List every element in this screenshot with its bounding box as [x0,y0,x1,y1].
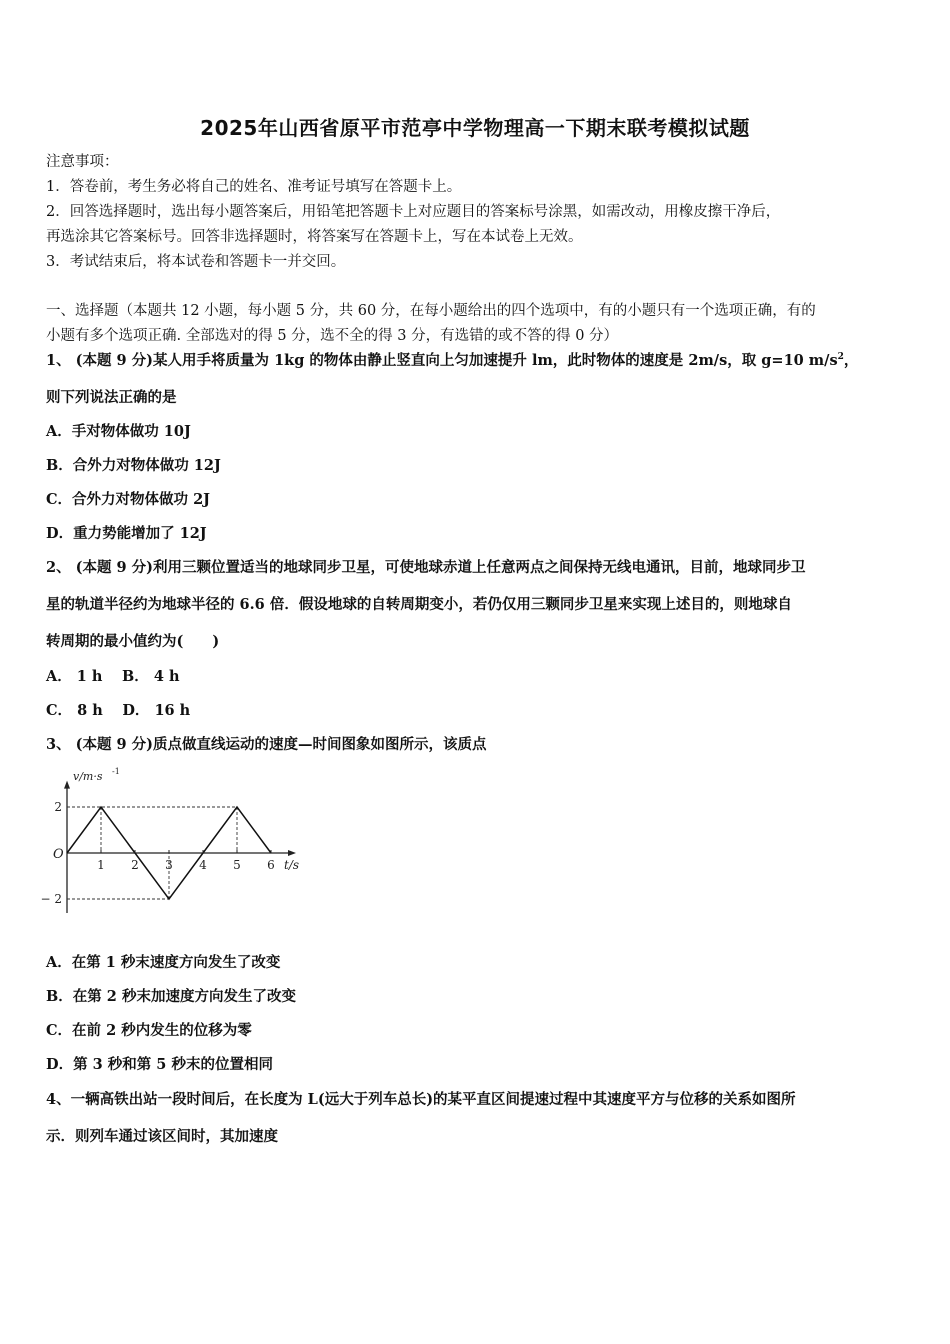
question-1-option-b: B．合外力对物体做功 12J [46,457,221,474]
question-1-stem-tail: ， [843,352,859,369]
notice-heading: 注意事项： [46,154,119,170]
question-1-stem [46,351,908,371]
question-3-option-d: D．第 3 秒和第 5 秒末的位置相同 [46,1056,273,1073]
question-4-stem: 4、一辆高铁出站一段时间后，在长度为 L(远大于列车总长)的某平直区间提速过程中其速度平方与位移的关系如图所 [46,1091,796,1108]
question-1-option-d: D．重力势能增加了 12J [46,525,207,542]
y-tick-label: 2 [54,800,62,814]
page-title: 2025年山西省原平市范亭中学物理高一下期末联考模拟试题 [200,116,750,140]
question-3-option-a: A．在第 1 秒末速度方向发生了改变 [46,954,281,971]
question-1-option-c: C．合外力对物体做功 2J [46,491,211,508]
notice-item: 2．回答选择题时，选出每小题答案后，用铅笔把答题卡上对应题目的答案标号涂黑，如需改动，用橡皮擦干净后， [46,204,781,220]
origin-label: O [53,847,64,862]
y-axis-arrow [64,781,70,789]
x-tick-label: 6 [267,858,275,872]
x-tick-label: 1 [97,858,105,872]
notice-item: 3．考试结束后，将本试卷和答题卡一并交回。 [46,254,346,270]
question-4-stem-cont: 示．则列车通过该区间时，其加速度 [46,1128,278,1145]
question-3-stem: 3、 (本题 9 分)质点做直线运动的速度—时间图象如图所示，该质点 [46,736,487,753]
x-tick-label: 3 [165,858,173,872]
question-2-options-cd: C． 8 h D． 16 h [46,702,191,719]
x-axis-arrow [288,850,296,856]
y-tick-label: − 2 [40,892,62,906]
x-tick-label: 2 [131,858,139,872]
x-tick-label: 4 [199,858,207,872]
x-axis-label: t/s [284,858,300,872]
y-axis-label: v/m·s [73,770,103,783]
section-heading-cont: 小题有多个选项正确. 全部选对的得 5 分，选不全的得 3 分，有选错的或不答的得 0 分） [46,328,619,344]
question-2-options-ab: A． 1 h B． 4 h [46,668,180,685]
question-2-stem-cont: 转周期的最小值约为( ) [46,633,220,650]
question-2-stem: 2、 (本题 9 分)利用三颗位置适当的地球同步卫星，可使地球赤道上任意两点之间保持无线电通讯，目前，地球同步卫 [46,559,806,576]
question-1-stem-text: 1、 (本题 9 分)某人用手将质量为 1kg 的物体由静止竖直向上匀加速提升 lm，此时物体的速度是 2m/s，取 g=10 m/s [46,352,838,369]
question-1-option-a: A．手对物体做功 10J [46,423,191,440]
section-heading: 一、选择题（本题共 12 小题，每小题 5 分，共 60 分，在每小题给出的四个选项中，有的小题只有一个选项正确，有的 [46,303,816,319]
notice-item: 1．答卷前，考生务必将自己的姓名、准考证号填写在答题卡上。 [46,179,462,195]
question-3-option-b: B．在第 2 秒末加速度方向发生了改变 [46,988,296,1005]
y-axis-label-sup: -1 [112,767,120,776]
question-2-stem-cont: 星的轨道半径约为地球半径的 6.6 倍．假设地球的自转周期变小，若仍仅用三颗同步卫星来实现上述目的，则地球自 [46,596,792,613]
question-1-stem-cont: 则下列说法正确的是 [46,389,177,406]
question-1-stem-sup: 2 [837,352,844,362]
x-tick-label: 5 [233,858,241,872]
notice-item: 再选涂其它答案标号。回答非选择题时，将答案写在答题卡上，写在本试卷上无效。 [46,229,583,245]
velocity-time-graph [40,762,320,922]
question-3-option-c: C．在前 2 秒内发生的位移为零 [46,1022,252,1039]
